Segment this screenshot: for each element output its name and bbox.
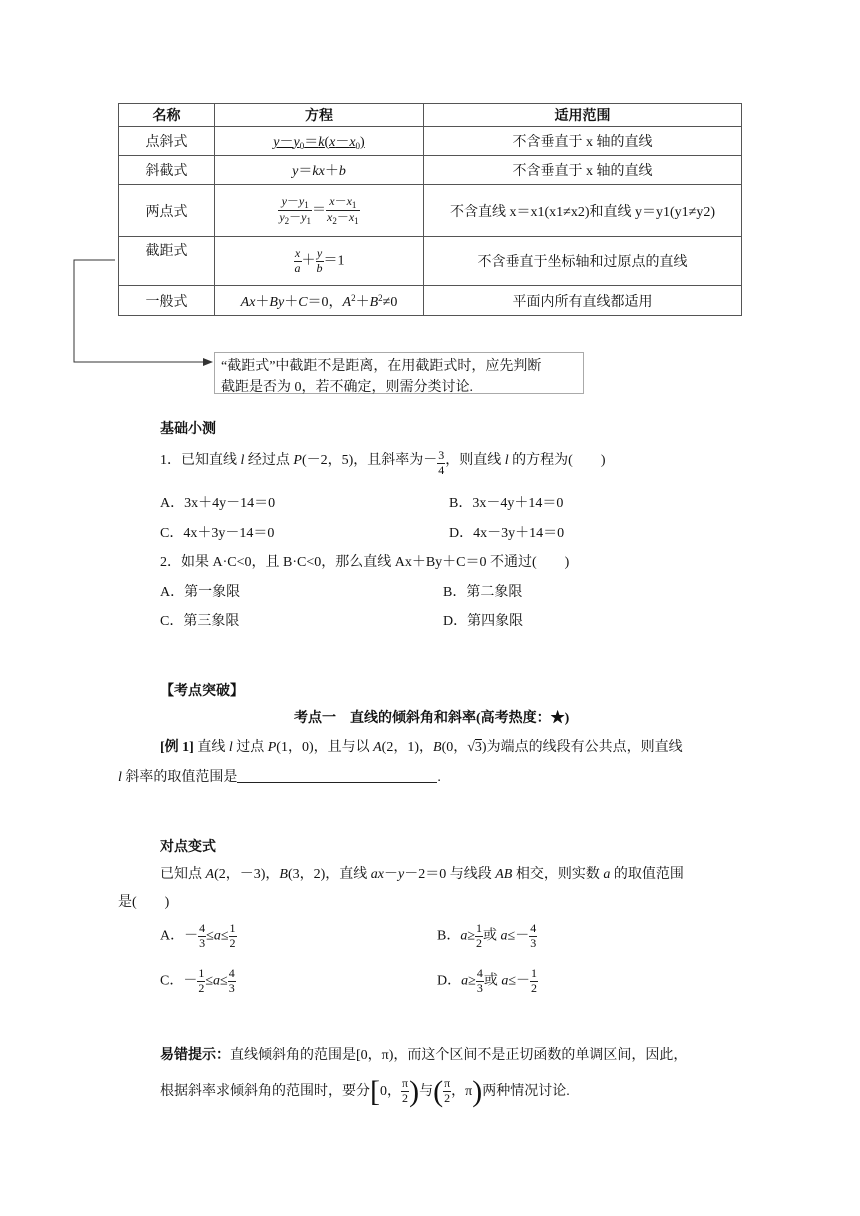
row-name: 截距式 [119, 237, 215, 286]
row-equation: Ax＋By＋C＝0，$A^2+B^2\ne 0$ [215, 286, 424, 316]
variant-line-2: 是( ) [118, 895, 170, 910]
tip-text-2-prefix: 根据斜率求倾斜角的范围时，要分 [160, 1084, 370, 1099]
basic-heading: 基础小测 [160, 422, 216, 437]
variant-heading: 对点变式 [160, 840, 216, 855]
variant-option-a: A．－ $\frac{4}{3}$ ≤a≤ $\frac{1}{2}$ [160, 921, 236, 950]
answer-blank[interactable] [237, 768, 437, 783]
note-line-1: “截距式”中截距不是距离，在用截距式时，应先判断 [221, 359, 542, 374]
row-range: 不含垂直于 x 轴的直线 [424, 127, 742, 156]
variant-option-b: B．a≥ $\frac{1}{2}$ 或 a≤－ $\frac{4}{3}$ [437, 921, 537, 950]
q1-option-b: B．3x－4y＋14＝0 [449, 496, 564, 511]
table-header-row [119, 104, 742, 127]
row-range: 不含垂直于 x 轴的直线 [424, 156, 742, 185]
table-row [119, 185, 742, 237]
example-1-line-1: [例 1] 直线 l 过点 P(1，0)，且与以 A(2，1)，B(0，√3)为端点的线段有公共点，则直线 [160, 740, 683, 755]
table-row [119, 156, 742, 185]
q2-option-b: B．第二象限 [443, 585, 523, 600]
question-2: 2．如果 A·C<0，且 B·C<0，那么直线 Ax＋By＋C＝0 不通过( ) [160, 555, 570, 570]
example-line-2-text: 斜率的取值范围是 [125, 770, 238, 785]
row-range: 平面内所有直线都适用 [424, 286, 742, 316]
table-row [119, 286, 742, 316]
header-equation: 方程 [215, 104, 424, 127]
tip-text-1: 直线倾斜角的范围是[0，π)，而这个区间不是正切函数的单调区间，因此， [230, 1048, 688, 1063]
row-equation: $y-y_0=k(x-x_0)$ [215, 127, 424, 156]
intercept-note [214, 352, 584, 394]
variant-line-1: 已知点 A(2，－3)，B(3，2)，直线 ax－y－2＝0 与线段 AB 相交，则实数 a 的取值范围 [160, 867, 684, 882]
q2-option-a: A．第一象限 [160, 585, 241, 600]
q2-option-c: C．第三象限 [160, 614, 240, 629]
row-name: 斜截式 [119, 156, 215, 185]
q1-option-a: A．3x＋4y－14＝0 [160, 496, 276, 511]
tip-line-1 [160, 1044, 687, 1064]
example-1-line-2: l 斜率的取值范围是 . [118, 770, 441, 785]
row-equation: $\frac{x}{a}$ ＋ $\frac{y}{b}$ ＝1 [215, 237, 424, 286]
section-subheading: 考点一 直线的倾斜角和斜率(高考热度：★) [294, 711, 570, 726]
header-range: 适用范围 [424, 104, 742, 127]
variant-option-c: C．－ $\frac{1}{2}$ ≤a≤ $\frac{4}{3}$ [160, 966, 235, 995]
row-equation: y＝kx＋b [215, 156, 424, 185]
row-name: 点斜式 [119, 127, 215, 156]
q1-option-c: C．4x＋3y－14＝0 [160, 526, 275, 541]
question-1: 1．已知直线 l 经过点 P(－2，5)，且斜率为－ $\frac{3}{4}$ ，则直线 l 的方程为( ) [160, 448, 606, 477]
row-range: 不含直线 x＝x1(x1≠x2)和直线 y＝y1(y1≠y2) [424, 185, 742, 237]
row-name: 一般式 [119, 286, 215, 316]
note-line-2: 截距是否为 0，若不确定，则需分类讨论. [221, 380, 473, 395]
tip-text-2-suffix: 两种情况讨论. [482, 1084, 570, 1099]
table-row [119, 237, 742, 286]
row-name: 两点式 [119, 185, 215, 237]
tip-line-2: 根据斜率求倾斜角的范围时，要分[0， $\frac{\pi}{2}$ )与( $\frac{\pi}{2}$ ，π)两种情况讨论. [160, 1074, 570, 1108]
tip-label: 易错提示： [160, 1048, 230, 1063]
section-heading: 【考点突破】 [160, 684, 244, 699]
q2-option-d: D．第四象限 [443, 614, 524, 629]
header-name: 名称 [119, 104, 215, 127]
variant-option-d: D．a≥ $\frac{4}{3}$ 或 a≤－ $\frac{1}{2}$ [437, 966, 537, 995]
q1-option-d: D．4x－3y＋14＝0 [449, 526, 565, 541]
line-equation-table [118, 103, 742, 316]
row-equation: $\frac{y-y_1}{y_2-y_1}$ ＝ $\frac{x-x_1}{x_2-x_1}$ [215, 185, 424, 237]
row-range: 不含垂直于坐标轴和过原点的直线 [424, 237, 742, 286]
table-row [119, 127, 742, 156]
